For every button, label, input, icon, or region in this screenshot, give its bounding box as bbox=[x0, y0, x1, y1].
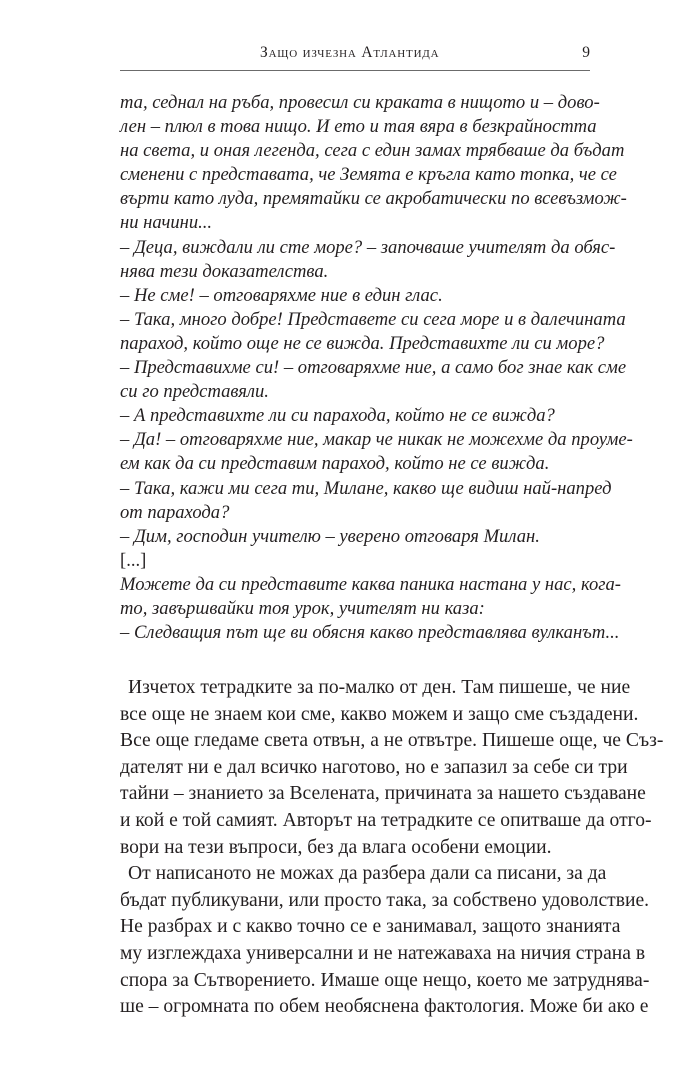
paragraph-line: Не разбрах и с какво точно се е занимавал, защото знанията bbox=[120, 916, 621, 938]
paragraph-line: вори на тези въпроси, без да влага особени емоции. bbox=[120, 836, 552, 858]
excerpt-line: сменени с представата, че Земята е кръгла като топка, че се bbox=[120, 164, 617, 186]
excerpt-line: лен – плюл в това нищо. И ето и тая вяра в безкрайността bbox=[120, 116, 597, 138]
excerpt-line: нява тези доказателства. bbox=[120, 260, 329, 282]
excerpt-line: то, завършвайки тоя урок, учителят ни каза: bbox=[120, 597, 485, 619]
excerpt-line: – Дим, господин учителю – уверено отговаря Милан. bbox=[120, 525, 540, 547]
paragraph-line: бъдат публикувани, или просто така, за собствено удоволствие. bbox=[120, 889, 650, 911]
excerpt-line: върти като луда, премятайки се акробатически по всевъзмож- bbox=[120, 188, 627, 210]
running-header bbox=[120, 44, 590, 72]
paragraph-line: дателят ни е дал всичко наготово, но е запазил за себе си три bbox=[120, 756, 628, 778]
excerpt-line: ни начини... bbox=[120, 212, 213, 234]
paragraph-line: Изчетох тетрадките за по-малко от ден. Там пишеше, че ние bbox=[128, 677, 631, 698]
excerpt-line: от парахода? bbox=[120, 501, 230, 523]
excerpt-line: си го представяли. bbox=[120, 381, 269, 403]
paragraph-line: все още не знаем кои сме, какво можем и защо сме създадени. bbox=[120, 703, 639, 725]
paragraph-line: Все още гледаме света отвън, а не отвътре. Пишеше още, че Съз- bbox=[120, 730, 664, 752]
excerpt-line: – Деца, виждали ли сте море? – започваше учителят да обяс- bbox=[120, 236, 616, 258]
paragraph-line: спора за Сътворението. Имаше още нещо, което ме затруднява- bbox=[120, 969, 650, 991]
excerpt-line: – Следващия път ще ви обясня какво представлява вулканът... bbox=[120, 622, 620, 644]
excerpt-line: – Не сме! – отговаряхме ние в един глас. bbox=[120, 284, 443, 306]
running-title: Защо изчезна Атлантида bbox=[260, 44, 440, 61]
paragraph-line: му изглеждаха универсални и не натежаваха на ничия страна в bbox=[120, 942, 646, 964]
paragraph-line: и кой е той самият. Авторът на тетрадките се опитваше да отго- bbox=[120, 809, 652, 831]
body-text bbox=[120, 675, 664, 1021]
excerpt-line: – Да! – отговаряхме ние, макар че никак не можехме да проуме- bbox=[120, 429, 633, 451]
paragraph-line: От написаното не можах да разбера дали са писани, за да bbox=[128, 863, 607, 885]
excerpt-line: та, седнал на ръба, провесил си краката в нищото и – дово- bbox=[120, 92, 600, 113]
paragraph-line: ше – огромната по обем необяснена фактология. Може би ако е bbox=[120, 996, 649, 1018]
excerpt-line: ем как да си представим параход, който не се вижда. bbox=[120, 453, 550, 475]
excerpt-line: – Така, кажи ми сега ти, Милане, какво ще видиш най-напред bbox=[120, 477, 612, 499]
excerpt-line: Можете да си представите каква паника настана у нас, кога- bbox=[120, 573, 621, 595]
excerpt-line: – Представихме си! – отговаряхме ние, а само бог знае как сме bbox=[120, 357, 627, 379]
page-number: 9 bbox=[582, 44, 590, 61]
excerpt-line: параход, който още не се вижда. Представихте ли си море? bbox=[120, 332, 605, 354]
excerpt-line: на света, и оная легенда, сега с един замах трябваше да бъдат bbox=[120, 140, 625, 162]
italic-excerpt bbox=[120, 91, 633, 645]
paragraph-line: тайни – знанието за Вселената, причината за нашето създаване bbox=[120, 783, 646, 805]
header-rule bbox=[120, 70, 590, 71]
excerpt-line: – А представихте ли си парахода, който не се вижда? bbox=[120, 405, 555, 427]
excerpt-line: – Така, много добре! Представете си сега море и в далечината bbox=[120, 308, 626, 330]
excerpt-ellipsis: [...] bbox=[120, 549, 147, 571]
